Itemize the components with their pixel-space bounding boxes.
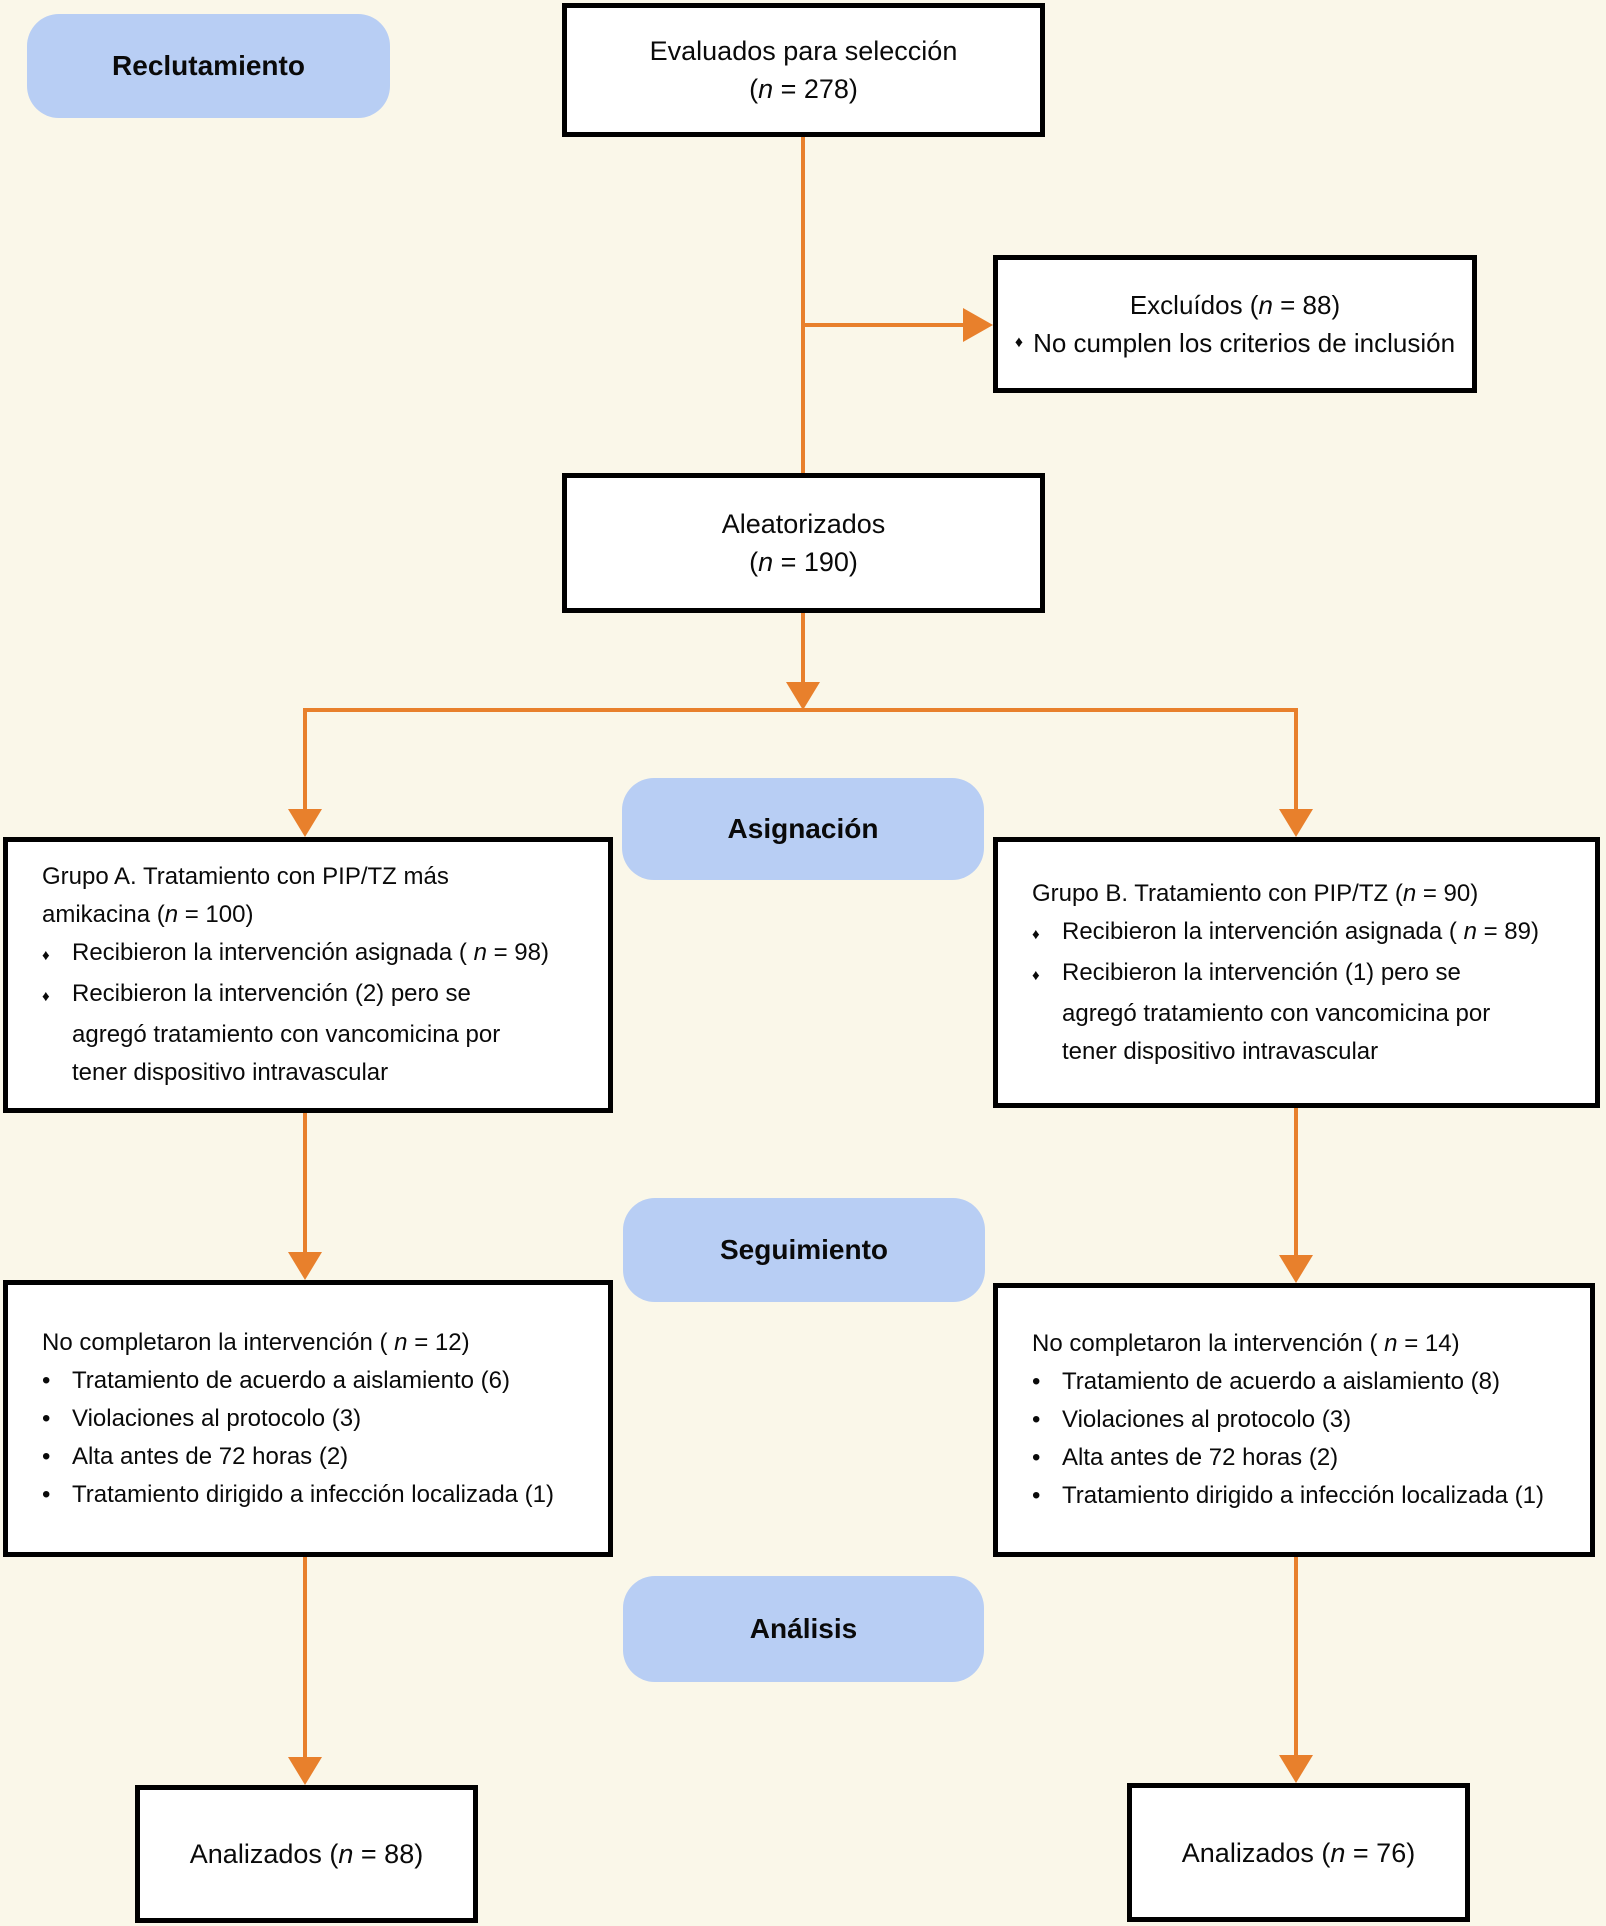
- diamond-bullet-icon: ♦: [42, 947, 50, 964]
- connector-group-b-followup-b: [1294, 1108, 1298, 1256]
- group-a-bullet: [42, 934, 592, 975]
- group-a-bullet-continuation: agregó tratamiento con vancomicina por: [72, 1021, 501, 1048]
- followup-b-bullet-text: Tratamiento de acuerdo a aislamiento (8): [1062, 1368, 1500, 1395]
- dot-bullet-icon: •: [1032, 1444, 1041, 1471]
- phase-pill-allocation: Asignación: [622, 778, 984, 880]
- randomized-line1: Aleatorizados: [721, 509, 886, 539]
- dot-bullet-icon: •: [42, 1366, 51, 1394]
- group-a-bullet-text: Recibieron la intervención asignada ( n = 98): [72, 939, 549, 966]
- box-group-b: [993, 837, 1600, 1108]
- phase-pill-followup: Seguimiento: [623, 1198, 985, 1302]
- followup-b-bullet: [1032, 1401, 1574, 1439]
- box-excluded: [993, 255, 1477, 393]
- group-b-bullet-continuation: tener dispositivo intravascular: [1062, 1037, 1379, 1065]
- followup-a-bullet: [42, 1362, 592, 1400]
- connector-group-a-followup-a: [303, 1113, 307, 1253]
- box-group-a: [3, 837, 613, 1113]
- group-b-title-line: Grupo B. Tratamiento con PIP/TZ (n = 90): [1032, 879, 1479, 907]
- connector-split-group-a: [303, 710, 307, 811]
- group-b-bullet: [1032, 954, 1579, 995]
- followup-b-bullet: [1032, 1363, 1574, 1401]
- arrowhead-analyzed-b-icon: [1279, 1755, 1313, 1783]
- connector-split-group-b: [1294, 710, 1298, 811]
- followup-b-bullet-text: Tratamiento dirigido a infección localizada (1): [1062, 1482, 1545, 1509]
- group-b-bullet-text: Recibieron la intervención (1) pero se: [1062, 958, 1461, 986]
- analyzed-b-text: Analizados (n = 76): [1181, 1837, 1416, 1868]
- diamond-bullet-icon: ♦: [1032, 925, 1040, 943]
- group-a-bullet-text: Recibieron la intervención (2) pero se: [72, 980, 471, 1007]
- followup-b-bullet: [1032, 1439, 1574, 1477]
- dot-bullet-icon: •: [1032, 1482, 1041, 1509]
- box-followup-b: [993, 1283, 1595, 1557]
- diamond-bullet-icon: ♦: [1032, 966, 1040, 984]
- arrowhead-group-b-icon: [1279, 809, 1313, 837]
- connector-screened-randomized: [801, 137, 805, 473]
- analyzed-a-text: Analizados (n = 88): [189, 1839, 424, 1869]
- followup-a-bullet: [42, 1476, 592, 1514]
- dot-bullet-icon: •: [42, 1442, 51, 1470]
- group-b-bullet-continuation: agregó tratamiento con vancomicina por: [1062, 999, 1491, 1027]
- followup-b-bullet: [1032, 1477, 1574, 1515]
- phase-pill-analysis: Análisis: [623, 1576, 984, 1682]
- dot-bullet-icon: •: [42, 1404, 51, 1432]
- followup-a-bullet-text: Tratamiento dirigido a infección localizada (1): [72, 1480, 555, 1508]
- phase-pill-recruitment: Reclutamiento: [27, 14, 390, 118]
- box-analyzed-a: [135, 1785, 478, 1923]
- diamond-bullet-icon: ♦: [42, 988, 50, 1005]
- box-randomized: [562, 473, 1045, 613]
- group-a-bullet: [42, 975, 592, 1016]
- connector-split-line: [303, 708, 1298, 712]
- followup-a-bullet: [42, 1438, 592, 1476]
- group-b-bullet: [1032, 913, 1579, 954]
- box-screened: [562, 3, 1045, 137]
- arrowhead-followup-a-icon: [288, 1252, 322, 1280]
- screened-count: (n = 278): [749, 74, 858, 104]
- group-a-title-line: Grupo A. Tratamiento con PIP/TZ más: [42, 863, 449, 890]
- followup-a-bullet-text: Alta antes de 72 horas (2): [72, 1442, 349, 1470]
- arrowhead-followup-b-icon: [1279, 1255, 1313, 1283]
- excluded-reason: No cumplen los criterios de inclusión: [1033, 328, 1456, 358]
- randomized-count: (n = 190): [749, 547, 858, 577]
- connector-followup-a-analyzed-a: [303, 1557, 307, 1758]
- excluded-title: Excluídos (n = 88): [1129, 290, 1341, 320]
- group-b-bullet-text: Recibieron la intervención asignada ( n = 89): [1062, 917, 1539, 945]
- connector-excluded-branch: [803, 323, 963, 327]
- followup-a-bullet-text: Tratamiento de acuerdo a aislamiento (6): [72, 1366, 510, 1394]
- excluded-reason-row: [1015, 324, 1455, 362]
- followup-a-bullet: [42, 1400, 592, 1438]
- box-followup-a: [3, 1280, 613, 1557]
- screened-line1: Evaluados para selección: [649, 36, 958, 66]
- arrowhead-excluded-icon: [963, 308, 993, 342]
- box-analyzed-b: [1127, 1783, 1470, 1922]
- followup-b-bullet-text: Violaciones al protocolo (3): [1062, 1406, 1352, 1433]
- arrowhead-group-a-icon: [288, 809, 322, 837]
- arrowhead-split-icon: [786, 682, 820, 710]
- dot-bullet-icon: •: [1032, 1406, 1041, 1433]
- followup-a-title: No completaron la intervención ( n = 12): [42, 1328, 470, 1356]
- followup-b-title: No completaron la intervención ( n = 14): [1032, 1330, 1460, 1357]
- diamond-bullet-icon: ♦: [1014, 334, 1024, 351]
- dot-bullet-icon: •: [42, 1480, 51, 1508]
- followup-a-bullet-text: Violaciones al protocolo (3): [72, 1404, 362, 1432]
- arrowhead-analyzed-a-icon: [288, 1757, 322, 1785]
- group-a-title-line: amikacina (n = 100): [42, 901, 254, 928]
- dot-bullet-icon: •: [1032, 1368, 1041, 1395]
- connector-followup-b-analyzed-b: [1294, 1557, 1298, 1756]
- group-a-bullet-continuation: tener dispositivo intravascular: [72, 1059, 389, 1086]
- connector-randomized-split: [801, 613, 805, 686]
- followup-b-bullet-text: Alta antes de 72 horas (2): [1062, 1444, 1339, 1471]
